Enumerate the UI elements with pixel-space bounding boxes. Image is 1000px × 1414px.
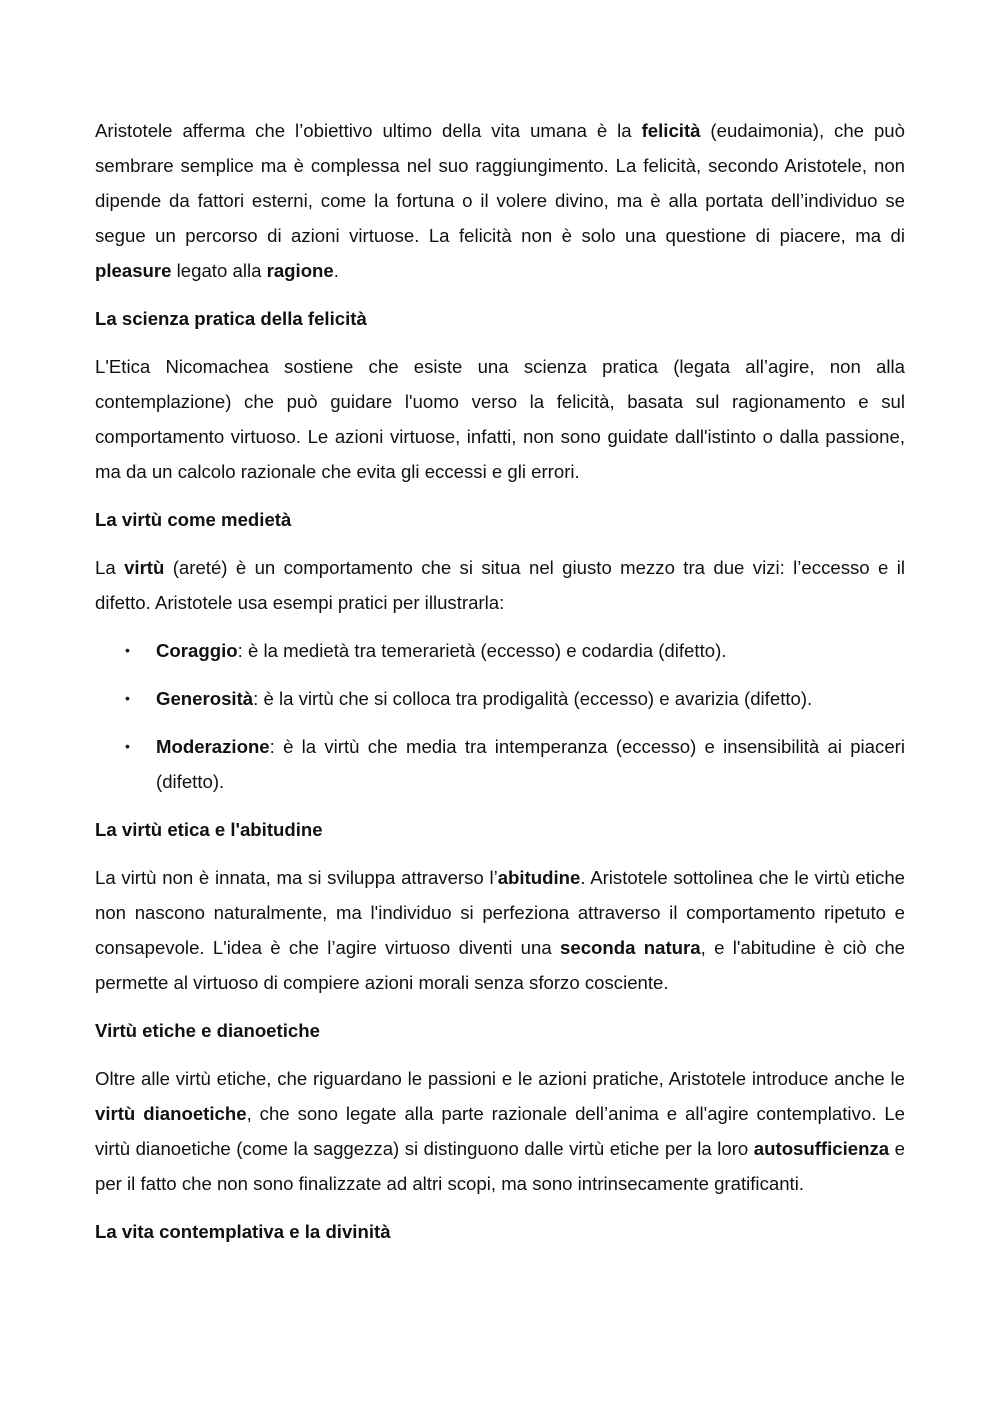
bullet-icon: • (125, 738, 130, 754)
term-seconda-natura: seconda natura (560, 937, 701, 958)
term-ragione: ragione (266, 260, 334, 281)
list-item: • Generosità: è la virtù che si colloca tra prodigalità (eccesso) e avarizia (difetto). (95, 681, 905, 716)
section-paragraph: L'Etica Nicomachea sostiene che esiste una scienza pratica (legata all’agire, non alla contemplazione) che può guidare l'uomo verso la felicità, basata sul ragionamento e sul comportamento virtuoso. Le azioni virtuose, infatti, non sono guidate dall'istinto o dalla passione, ma da un calcolo razionale che evita gli eccessi e gli errori. (95, 356, 905, 482)
section-paragraph: Oltre alle virtù etiche, che riguardano le passioni e le azioni pratiche, Aristotele introduce anche le virtù dianoetiche, che sono legate alla parte razionale dell’anima e all'agire contemplativo. Le virtù dianoetiche (come la saggezza) si distinguono dalle virtù etiche per la loro autosufficienza e per il fatto che non sono finalizzate ad altri scopi, ma sono intrinsecamente gratificanti. (95, 1068, 905, 1194)
list-item: • Coraggio: è la medietà tra temerarietà (eccesso) e codardia (difetto). (95, 633, 905, 668)
document-page (95, 113, 905, 1262)
section-heading: La vita contemplativa e la divinità (95, 1221, 391, 1242)
section-paragraph: La virtù (areté) è un comportamento che si situa nel giusto mezzo tra due vizi: l’eccesso e il difetto. Aristotele usa esempi pratici per illustrarla: (95, 557, 905, 613)
term-felicita: felicità (641, 120, 701, 141)
section-heading: Virtù etiche e dianoetiche (95, 1020, 320, 1041)
term-abitudine: abitudine (497, 867, 581, 888)
section-heading: La virtù come medietà (95, 509, 292, 530)
term-autosufficienza: autosufficienza (753, 1138, 890, 1159)
term-virtu: virtù (124, 557, 165, 578)
list-item-term: Moderazione (156, 736, 270, 757)
term-virtu-dianoetiche: virtù dianoetiche (95, 1103, 247, 1124)
intro-paragraph: Aristotele afferma che l’obiettivo ultimo della vita umana è la felicità (eudaimonia), che può sembrare semplice ma è complessa nel suo raggiungimento. La felicità, secondo Aristotele, non dipende da fattori esterni, come la fortuna o il volere divino, ma è alla portata dell’individuo se segue un percorso di azioni virtuose. La felicità non è solo una questione di piacere, ma di pleasure legato alla ragione. (95, 120, 905, 281)
bullet-icon: • (125, 690, 130, 706)
term-pleasure: pleasure (95, 260, 172, 281)
list-item-term: Generosità (156, 688, 254, 709)
section-paragraph: La virtù non è innata, ma si sviluppa attraverso l’abitudine. Aristotele sottolinea che le virtù etiche non nascono naturalmente, ma l'individuo si perfeziona attraverso il comportamento ripetuto e consapevole. L'idea è che l’agire virtuoso diventi una seconda natura, e l'abitudine è ciò che permette al virtuoso di compiere azioni morali senza sforzo cosciente. (95, 867, 905, 993)
bullet-icon: • (125, 642, 130, 658)
section-heading: La virtù etica e l'abitudine (95, 819, 323, 840)
list-item-term: Coraggio (156, 640, 238, 661)
section-heading: La scienza pratica della felicità (95, 308, 367, 329)
list-item: • Moderazione: è la virtù che media tra intemperanza (eccesso) e insensibilità ai piaceri (difetto). (95, 729, 905, 799)
virtue-examples-list (95, 633, 905, 799)
